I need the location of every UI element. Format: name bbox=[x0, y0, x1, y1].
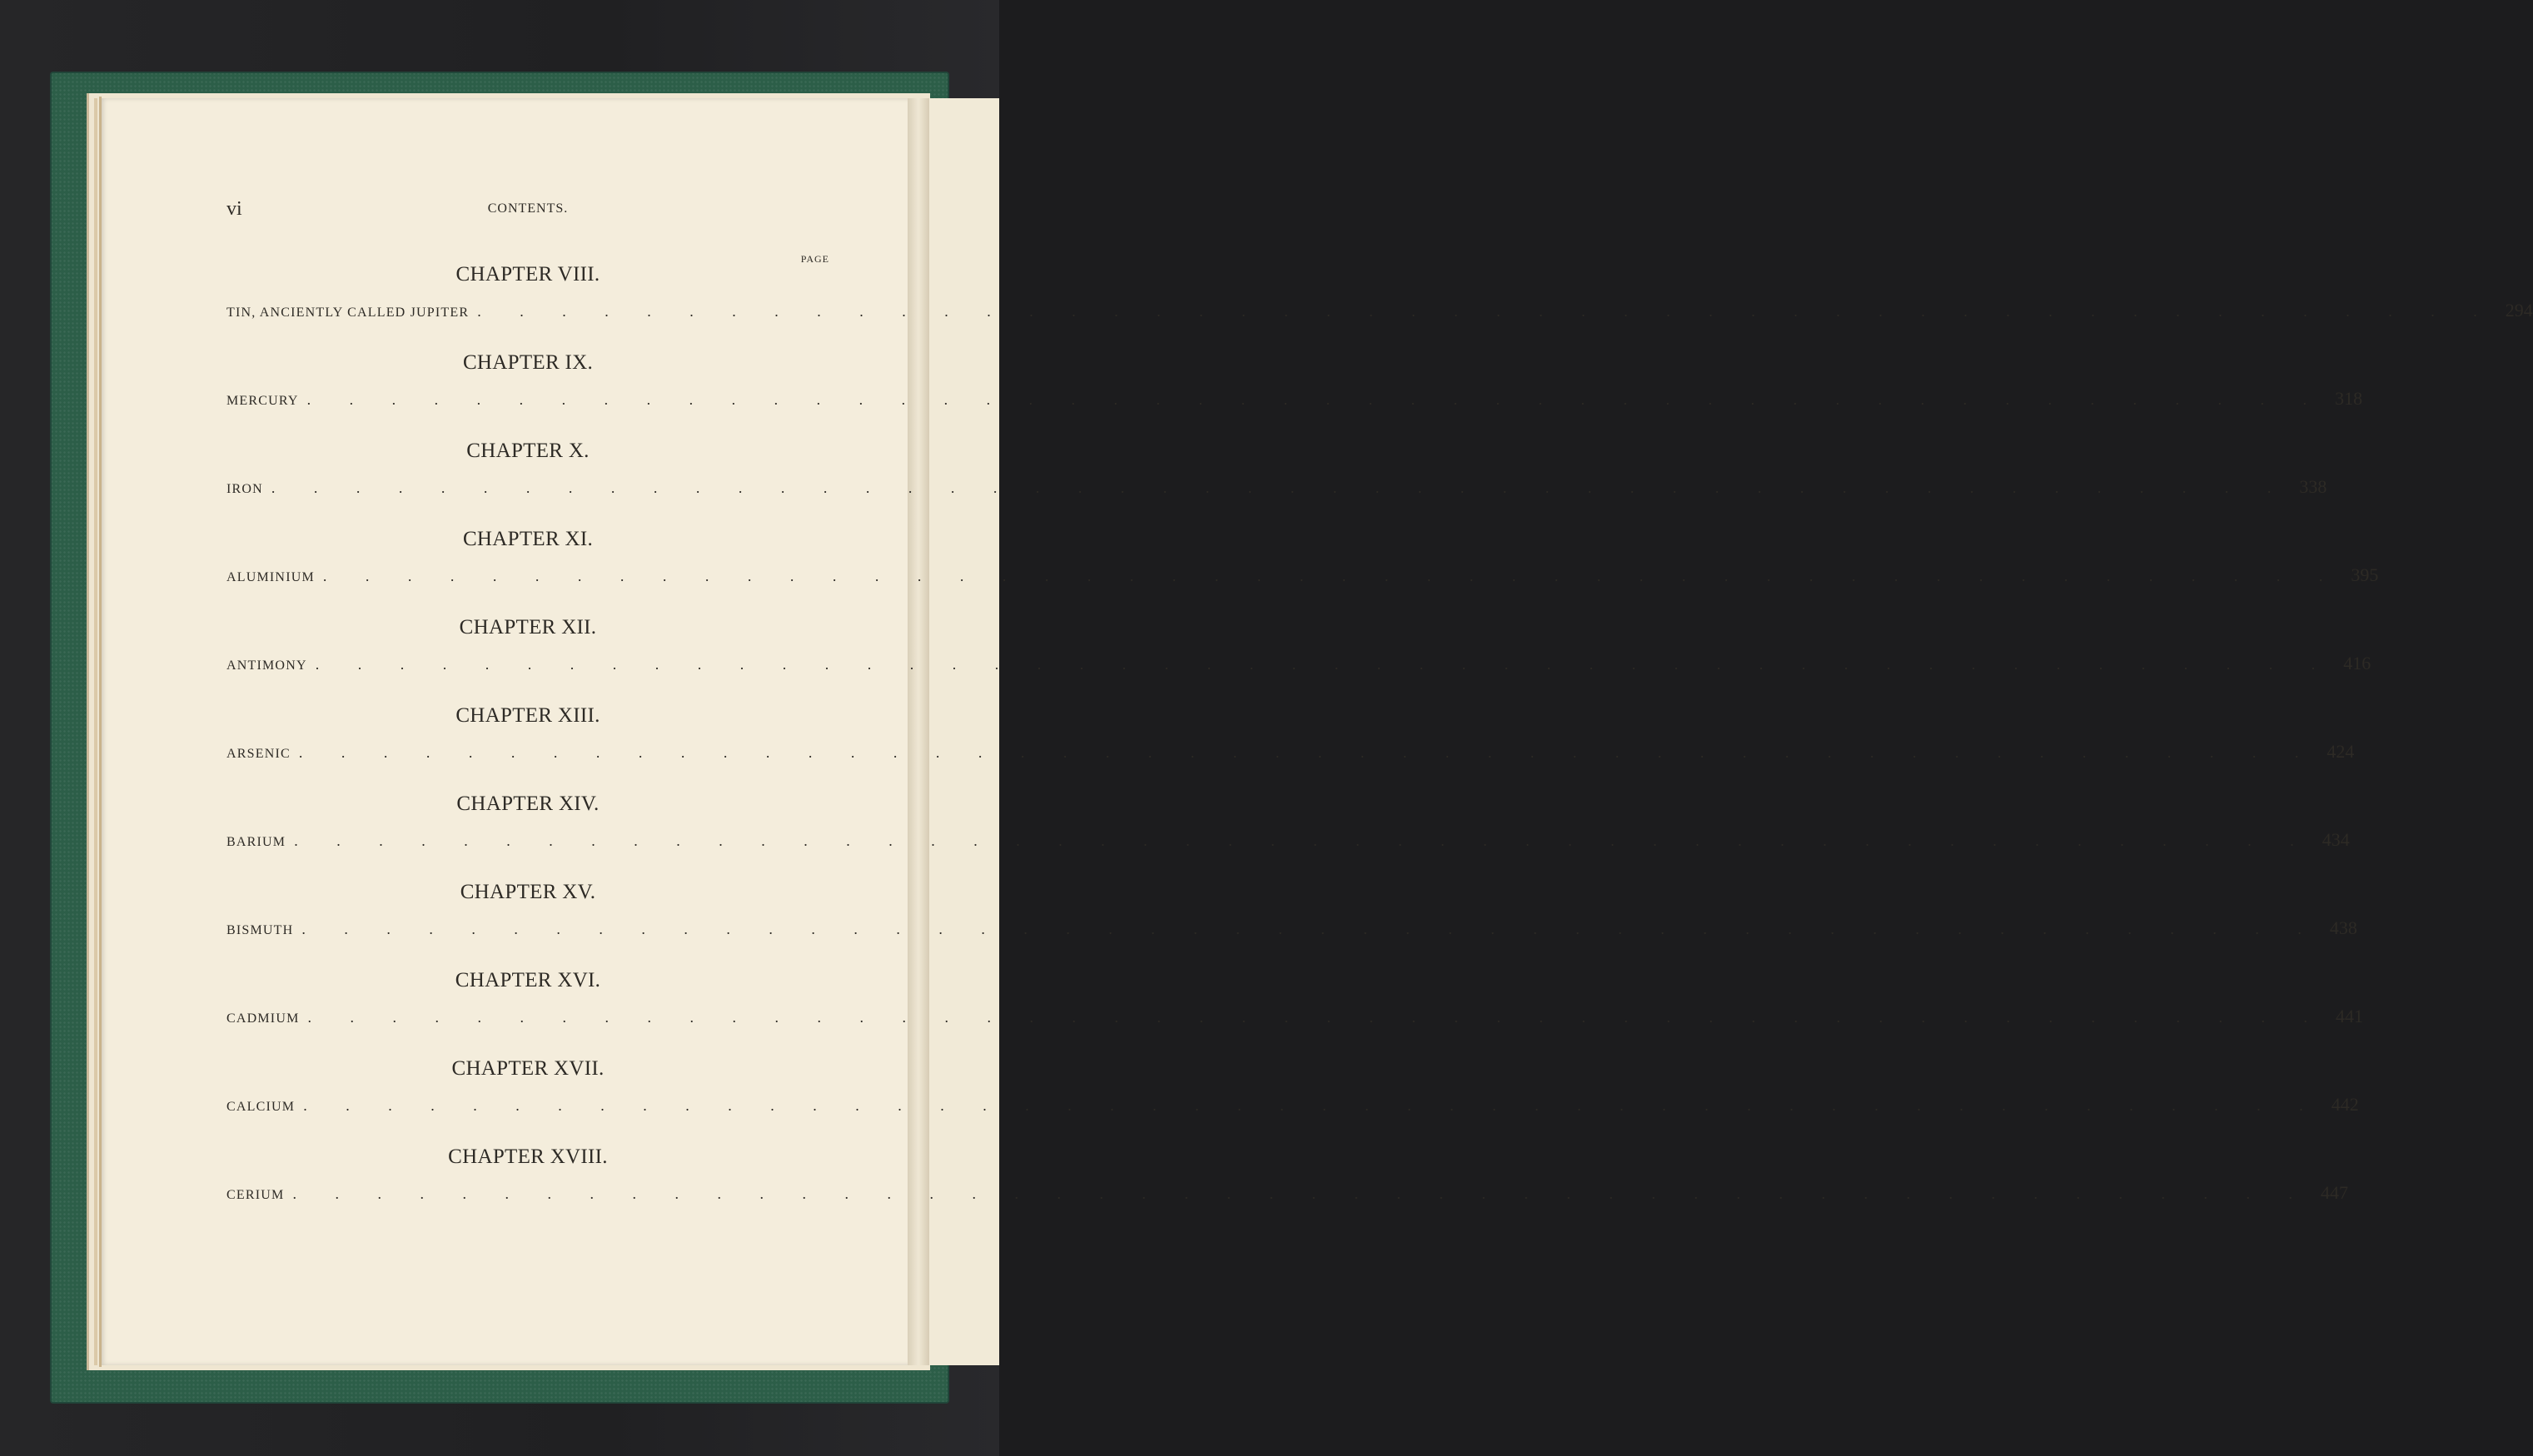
toc-line[interactable] bbox=[226, 1006, 2364, 1031]
toc-line[interactable] bbox=[226, 741, 2355, 766]
toc-line[interactable] bbox=[226, 829, 2350, 854]
entry-title: ARSENIC bbox=[226, 747, 291, 761]
chapter-entry bbox=[226, 1057, 2359, 1145]
entry-page-number: 294 bbox=[2505, 300, 2533, 321]
dot-leader: . . . . . . . . . . . . . . . . . . . . . . . . . . . . . . . . . . . . . . . . . . . . . . . . bbox=[322, 568, 2341, 584]
entry-title: CADMIUM bbox=[226, 1011, 300, 1026]
chapter-entry bbox=[226, 528, 2379, 616]
chapter-entry bbox=[226, 881, 2357, 969]
toc-line[interactable] bbox=[226, 1094, 2359, 1119]
chapter-entry bbox=[226, 351, 2363, 440]
page-edge bbox=[94, 98, 97, 1365]
chapter-entry bbox=[226, 616, 2371, 704]
chapter-heading: CHAPTER XVI. bbox=[455, 969, 601, 991]
book-gutter bbox=[908, 98, 929, 1365]
entry-page-number: 318 bbox=[2335, 388, 2363, 409]
chapter-heading: CHAPTER XIII. bbox=[455, 704, 600, 727]
toc-line[interactable] bbox=[226, 388, 2363, 413]
toc-line[interactable] bbox=[226, 300, 2533, 325]
toc-line[interactable] bbox=[226, 564, 2379, 589]
entry-page-number: 434 bbox=[2322, 829, 2350, 850]
entry-page-number: 395 bbox=[2351, 564, 2379, 585]
page-number: vi bbox=[226, 198, 242, 220]
entry-title: CERIUM bbox=[226, 1188, 285, 1202]
page-column-label: PAGE bbox=[800, 253, 829, 265]
dot-leader: . . . . . . . . . . . . . . . . . . . . . . . . . . . . . . . . . . . . . . . . . . . . . . . . bbox=[292, 1185, 2310, 1202]
toc-line[interactable] bbox=[226, 1182, 2348, 1207]
chapter-entry bbox=[226, 440, 2327, 528]
dot-leader: . . . . . . . . . . . . . . . . . . . . . . . . . . . . . . . . . . . . . . . . . . . . . . . . bbox=[271, 480, 2289, 496]
chapter-heading: CHAPTER IX. bbox=[462, 351, 594, 374]
entry-title: IRON bbox=[226, 482, 263, 496]
chapter-entry bbox=[226, 969, 2364, 1057]
chapter-heading: CHAPTER XI. bbox=[462, 528, 594, 550]
chapter-entry bbox=[226, 704, 2355, 793]
entry-page-number: 441 bbox=[2336, 1006, 2364, 1026]
running-head bbox=[226, 198, 829, 265]
entry-page-number: 424 bbox=[2326, 741, 2355, 762]
entry-page-number: 442 bbox=[2331, 1094, 2359, 1115]
contents-list bbox=[226, 263, 2533, 1234]
dot-leader: . . . . . . . . . . . . . . . . . . . . . . . . . . . . . . . . . . . . . . . . . . . . . . . . bbox=[301, 921, 2319, 937]
dot-leader: . . . . . . . . . . . . . . . . . . . . . . . . . . . . . . . . . . . . . . . . . . . . . . . . bbox=[315, 656, 2333, 673]
entry-title: BISMUTH bbox=[226, 923, 294, 937]
chapter-entry bbox=[226, 1145, 2348, 1234]
chapter-heading: CHAPTER XII. bbox=[459, 616, 597, 639]
dot-leader: . . . . . . . . . . . . . . . . . . . . . . . . . . . . . . . . . . . . . . . . . . . . . . . . bbox=[294, 832, 2312, 849]
chapter-entry bbox=[226, 793, 2350, 881]
chapter-heading: CHAPTER XV. bbox=[460, 881, 596, 903]
dot-leader: . . . . . . . . . . . . . . . . . . . . . . . . . . . . . . . . . . . . . . . . . . . . . . . . bbox=[303, 1097, 2321, 1114]
chapter-heading: CHAPTER XIV. bbox=[456, 793, 600, 815]
dot-leader: . . . . . . . . . . . . . . . . . . . . . . . . . . . . . . . . . . . . . . . . . . . . . . . . bbox=[298, 744, 2317, 761]
entry-title: MERCURY bbox=[226, 394, 299, 408]
entry-page-number: 447 bbox=[2320, 1182, 2348, 1203]
entry-title: BARIUM bbox=[226, 835, 286, 849]
dot-leader: . . . . . . . . . . . . . . . . . . . . . . . . . . . . . . . . . . . . . . . . . . . . . . . . bbox=[306, 391, 2325, 408]
dot-leader: . . . . . . . . . . . . . . . . . . . . . . . . . . . . . . . . . . . . . . . . . . . . . . . . bbox=[307, 1009, 2326, 1026]
facing-page bbox=[929, 98, 999, 1365]
page-title: CONTENTS. bbox=[487, 201, 569, 216]
dot-leader: . . . . . . . . . . . . . . . . . . . . . . . . . . . . . . . . . . . . . . . . . . . . . . . . bbox=[477, 303, 2495, 320]
chapter-heading: CHAPTER XVIII. bbox=[448, 1145, 608, 1168]
entry-title: ANTIMONY bbox=[226, 658, 307, 673]
entry-page-number: 416 bbox=[2343, 653, 2371, 673]
entry-page-number: 338 bbox=[2299, 476, 2327, 497]
entry-title: ALUMINIUM bbox=[226, 570, 315, 584]
entry-title: CALCIUM bbox=[226, 1100, 296, 1114]
toc-line[interactable] bbox=[226, 917, 2357, 942]
chapter-heading: CHAPTER X. bbox=[466, 440, 590, 462]
chapter-heading: CHAPTER VIII. bbox=[455, 263, 600, 286]
toc-line[interactable] bbox=[226, 653, 2371, 678]
entry-page-number: 438 bbox=[2329, 917, 2357, 938]
toc-line[interactable] bbox=[226, 476, 2327, 501]
chapter-heading: CHAPTER XVII. bbox=[451, 1057, 605, 1080]
chapter-entry bbox=[226, 263, 2533, 351]
entry-title: TIN, ANCIENTLY CALLED JUPITER bbox=[226, 306, 470, 320]
